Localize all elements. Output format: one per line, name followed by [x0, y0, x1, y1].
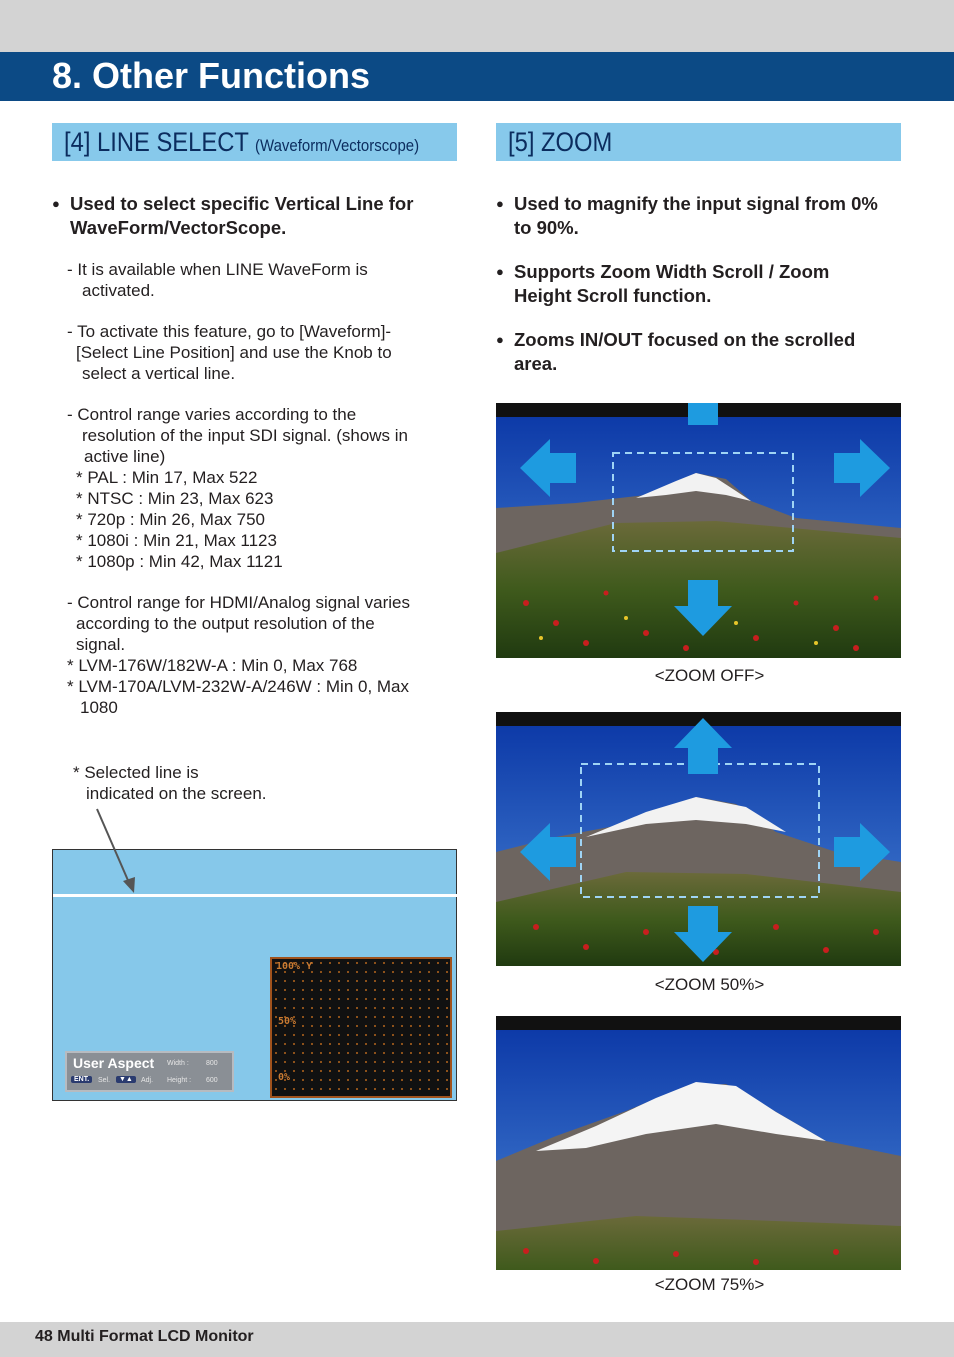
section-4-bullet: ● Used to select specific Vertical Line for WaveForm/VectorScope.: [52, 193, 414, 238]
section-5-bullet: ● Supports Zoom Width Scroll / Zoom Height Scroll function.: [496, 261, 830, 306]
bullet-icon: ●: [496, 196, 504, 211]
caption-zoom-off: <ZOOM OFF>: [654, 666, 765, 685]
caption-zoom-50: <ZOOM 50%>: [654, 975, 765, 994]
page-title: 8. Other Functions: [52, 55, 371, 96]
waveform-scope: [270, 957, 452, 1098]
arrow-up-icon: [674, 403, 732, 425]
zoom-50-photo: [496, 712, 901, 966]
zoom-75-photo: [496, 1016, 901, 1270]
arrow-up-icon: [674, 718, 732, 774]
panel-title: User Aspect: [73, 1055, 155, 1071]
body-line: select a vertical line.: [82, 364, 236, 383]
body-line: resolution of the input SDI signal. (shows in: [82, 426, 409, 445]
spec-line: * 720p : Min 26, Max 750: [76, 510, 266, 529]
scope-grid: [272, 959, 450, 1096]
arrow-right-icon: [834, 823, 890, 881]
section-5-header: [496, 123, 901, 161]
arrow-down-icon: [674, 580, 732, 636]
body-line: - Control range varies according to the: [67, 405, 357, 424]
body-line: according to the output resolution of the: [76, 614, 375, 633]
section-4-header: [52, 123, 457, 161]
caption-zoom-75: <ZOOM 75%>: [654, 1275, 765, 1294]
section-5-bullet: ● Zooms IN/OUT focused on the scrolled area.: [496, 329, 856, 374]
bullet-icon: ●: [496, 332, 504, 347]
arrow-down-icon: [674, 906, 732, 962]
user-aspect-panel: User Aspect Width : 800 Height : 600 ENT. Sel. ▼▲ Adj.: [65, 1051, 234, 1092]
spec-line: * 1080i : Min 21, Max 1123: [76, 531, 277, 550]
section-4-title: [4] LINE SELECT (Waveform/Vectorscope): [64, 127, 420, 157]
body-line: activated.: [82, 281, 155, 300]
scope-label-bottom: 0%: [278, 1072, 291, 1083]
body-line: - To activate this feature, go to [Waveform]-: [67, 322, 392, 341]
arrow-left-icon: [520, 439, 576, 497]
body-line: [Select Line Position] and use the Knob to: [76, 343, 392, 362]
arrow-left-icon: [520, 823, 576, 881]
top-band: [0, 0, 954, 52]
body-line: - It is available when LINE WaveForm is: [67, 260, 368, 279]
note-line: indicated on the screen.: [86, 784, 267, 803]
spec-line: * PAL : Min 17, Max 522: [76, 468, 258, 487]
spec-line: * LVM-176W/182W-A : Min 0, Max 768: [67, 656, 358, 675]
spec-line: * LVM-170A/LVM-232W-A/246W : Min 0, Max: [67, 677, 410, 696]
scope-label-mid: 50%: [278, 1016, 297, 1027]
zoom-off-photo: [496, 403, 901, 658]
bullet-icon: ●: [52, 196, 60, 211]
body-line: signal.: [76, 635, 126, 654]
body-line: - Control range for HDMI/Analog signal varies: [67, 593, 410, 612]
section-5-bullet: ● Used to magnify the input signal from 0% to 90%.: [496, 193, 878, 238]
ent-key-icon: ENT.: [71, 1076, 92, 1083]
spec-line: * NTSC : Min 23, Max 623: [76, 489, 274, 508]
section-5-title: [5] ZOOM: [508, 127, 613, 157]
arrow-right-icon: [834, 439, 890, 497]
pointer-arrow: [90, 805, 140, 897]
bullet-icon: ●: [496, 264, 504, 279]
spec-line: 1080: [80, 698, 118, 717]
up-down-key-icon: ▼▲: [116, 1076, 136, 1083]
footer-text: 48 Multi Format LCD Monitor: [35, 1328, 254, 1345]
spec-line: * 1080p : Min 42, Max 1121: [76, 552, 283, 571]
scope-label-top: 100% Y: [276, 961, 313, 972]
body-line: active line): [84, 447, 166, 466]
note-line: * Selected line is: [73, 763, 199, 782]
section-4-subtitle: (Waveform/Vectorscope): [255, 136, 420, 155]
